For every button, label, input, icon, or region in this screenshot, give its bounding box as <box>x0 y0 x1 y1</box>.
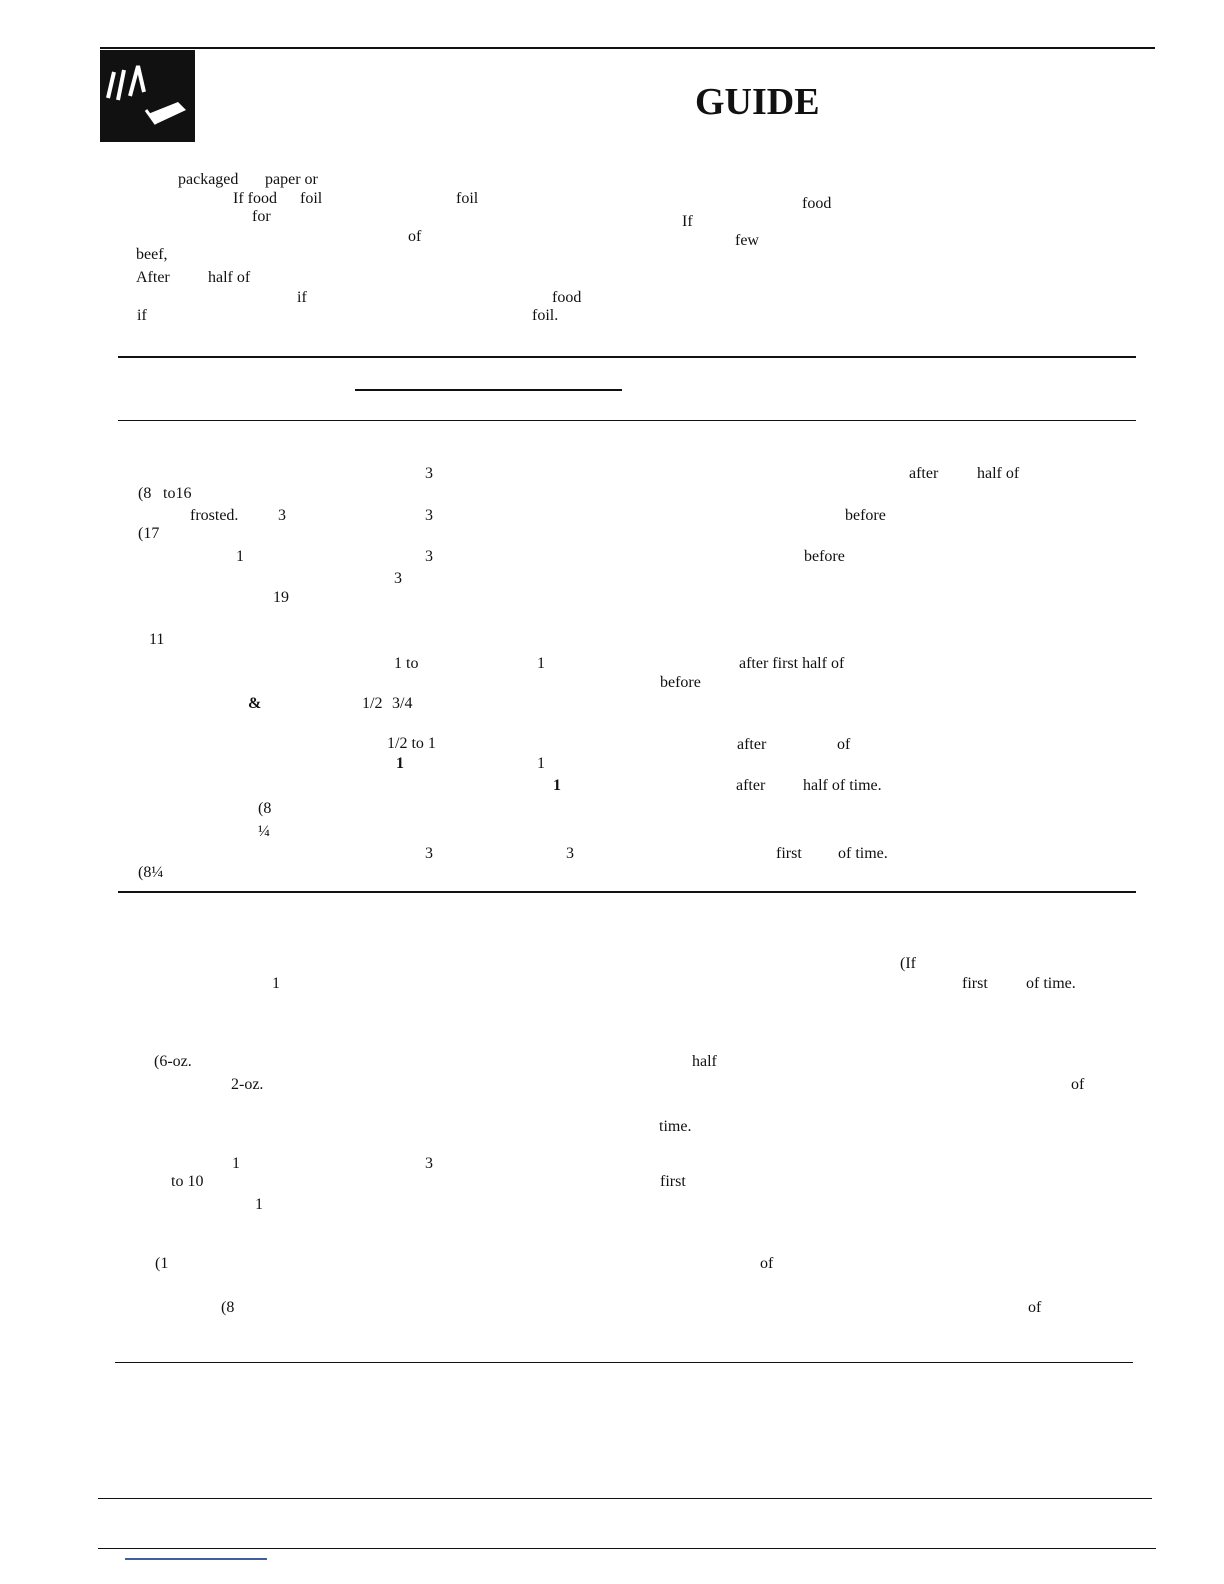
intro-fragment: food <box>552 289 582 306</box>
section-rule <box>118 420 1136 421</box>
table-fragment: after first half of <box>739 655 845 672</box>
table-fragment: 1/2 to 1 <box>387 735 436 752</box>
intro-fragment: If <box>682 213 693 230</box>
table-fragment: after <box>736 777 766 794</box>
table-fragment: (6-oz. <box>154 1053 192 1070</box>
table-fragment: of <box>1071 1076 1085 1093</box>
intro-fragment: foil <box>300 190 323 207</box>
table-fragment: first <box>962 975 988 992</box>
table-fragment: 3 <box>394 570 402 587</box>
table-fragment: 3/4 <box>392 695 413 712</box>
table-fragment: of <box>837 736 851 753</box>
table-fragment: of time. <box>838 845 888 862</box>
table-fragment: before <box>804 548 845 565</box>
table-fragment: (8 <box>138 485 152 502</box>
table-fragment: (8 <box>221 1299 235 1316</box>
page-title: GUIDE <box>695 81 820 123</box>
table-fragment: 1 <box>537 755 545 772</box>
table-fragment: (8¼ <box>138 864 164 881</box>
footer-link-underline <box>125 1558 267 1560</box>
heading-underline <box>355 389 622 391</box>
section-rule <box>115 1362 1133 1363</box>
intro-fragment: After <box>136 269 170 286</box>
intro-fragment: beef, <box>136 246 168 263</box>
intro-fragment: for <box>252 208 271 225</box>
table-fragment: after <box>737 736 767 753</box>
table-fragment: 3 <box>425 845 433 862</box>
table-fragment: half of <box>977 465 1020 482</box>
table-fragment: 3 <box>425 507 433 524</box>
table-fragment: & <box>248 695 262 712</box>
table-fragment: half of time. <box>803 777 882 794</box>
table-fragment: (1 <box>155 1255 169 1272</box>
table-fragment: 11 <box>149 631 165 648</box>
table-fragment: 19 <box>273 589 289 606</box>
table-fragment: 1/2 <box>362 695 383 712</box>
table-fragment: 1 <box>255 1196 263 1213</box>
section-rule <box>118 891 1136 893</box>
intro-fragment: paper or <box>265 171 318 188</box>
intro-fragment: few <box>735 232 759 249</box>
intro-fragment: food <box>802 195 832 212</box>
table-fragment: 3 <box>566 845 574 862</box>
table-fragment: 1 to <box>394 655 419 672</box>
table-fragment: 2-oz. <box>231 1076 264 1093</box>
table-fragment: 1 <box>236 548 244 565</box>
table-fragment: first <box>660 1173 686 1190</box>
table-fragment: 1 <box>553 777 561 794</box>
table-fragment: (If <box>900 955 916 972</box>
intro-fragment: of <box>408 228 422 245</box>
table-fragment: 3 <box>425 465 433 482</box>
table-fragment: (8 <box>258 800 272 817</box>
intro-fragment: foil <box>456 190 479 207</box>
table-fragment: 1 <box>396 755 404 772</box>
table-fragment: first <box>776 845 802 862</box>
table-fragment: to 10 <box>171 1173 204 1190</box>
intro-fragment: If food <box>233 190 277 207</box>
table-fragment: 3 <box>278 507 286 524</box>
top-rule <box>100 47 1155 49</box>
table-fragment: before <box>845 507 886 524</box>
table-fragment: 3 <box>425 1155 433 1172</box>
footer-rule <box>98 1498 1152 1499</box>
table-fragment: ¼ <box>258 823 270 840</box>
table-fragment: of time. <box>1026 975 1076 992</box>
table-fragment: 1 <box>537 655 545 672</box>
intro-fragment: if <box>137 307 147 324</box>
table-fragment: of <box>1028 1299 1042 1316</box>
intro-fragment: packaged <box>178 171 239 188</box>
intro-fragment: half of <box>208 269 251 286</box>
table-fragment: 1 <box>272 975 280 992</box>
table-fragment: time. <box>659 1118 692 1135</box>
table-fragment: of <box>760 1255 774 1272</box>
hand-icon <box>100 50 195 142</box>
footer-rule <box>98 1548 1156 1549</box>
table-fragment: before <box>660 674 701 691</box>
table-fragment: (17 <box>138 525 160 542</box>
table-fragment: after <box>909 465 939 482</box>
table-fragment: frosted. <box>190 507 239 524</box>
intro-fragment: if <box>297 289 307 306</box>
table-fragment: 3 <box>425 548 433 565</box>
table-fragment: half <box>692 1053 717 1070</box>
intro-fragment: foil. <box>532 307 559 324</box>
table-fragment: 1 <box>232 1155 240 1172</box>
section-rule <box>118 356 1136 358</box>
table-fragment: to16 <box>163 485 192 502</box>
